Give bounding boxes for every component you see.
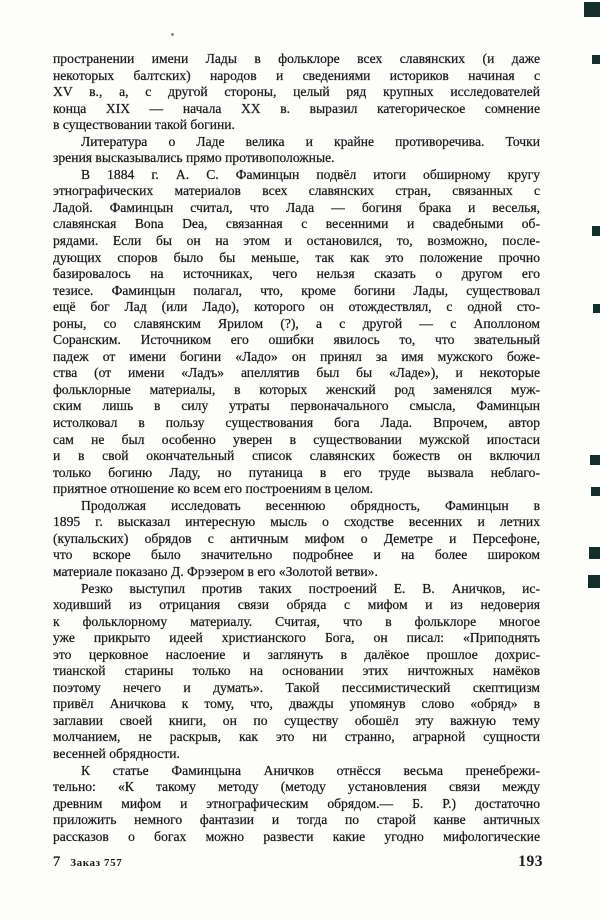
text-line: К статье Фаминцына Аничков отнёсся весьма пренебрежи- [81,762,540,778]
text-line: что вскоре было значительно подробнее и на более широком [53,547,540,563]
text-line: Продолжая исследовать весеннюю обрядность, Фаминцын в [81,497,540,513]
paragraph [53,498,540,581]
text-line: тезисе. Фаминцын полагал, что, кроме богини Лады, существовал [53,282,540,298]
text-line: уже прикрыто идеей христианского Бога, он писал: «Приподнять [53,630,540,646]
text-line: Соранским. Источником его ошибки явилось то, что звательный [53,332,540,348]
text-line: древним мифом и этнографическим обрядом.— Б. Р.) достаточно [53,795,540,811]
text-line: В 1884 г. А. С. Фаминцын подвёл итоги обширному кругу [81,166,540,182]
paragraph [53,581,540,763]
text-line: некоторых балтских) народов и сведениями историков начиная с [53,67,540,83]
scan-artifact [584,2,600,17]
scan-artifact [590,455,600,465]
text-line: (купальских) обрядов с античным мифом о Деметре и Персефоне, [53,530,540,546]
text-line: материале показано Д. Фрэзером в его «Золотой ветви». [53,563,378,579]
print-order-label: Заказ 757 [70,857,123,869]
text-line: молчанием, не раскрыв, как это ни странно, аграрной сущности [53,729,540,745]
text-line: зрения высказывались прямо противоположные. [53,150,335,166]
text-line: дующих споров было бы меньше, так как это положение прочно [53,249,540,265]
ink-speck [171,33,174,36]
text-line: фольклорные материалы, в которых женский род заменялся муж- [53,381,540,397]
text-line: конца XIX — начала XX в. выразил категорическое сомнение [53,100,540,116]
text-line: Резко выступил против таких построений Е. В. Аничков, ис- [81,580,540,596]
text-line: поэтому нечего и думать». Такой пессимистический скептицизм [53,679,540,695]
paragraph [53,167,540,498]
text-line: к фольклорному материалу. Считая, что в фольклоре многое [53,613,540,629]
text-line: ещё бог Лад (или Ладо), которого он отождествлял, с одной сто- [53,299,540,315]
text-line: пространении имени Лады в фольклоре всех славянских (и даже [53,51,540,66]
scan-artifact [591,487,600,496]
text-line: падеж от имени богини «Ладо» он принял за имя мужского боже- [53,348,540,364]
text-line: Ладой. Фаминцын считал, что Лада — богиня брака и веселья, [53,199,540,215]
scan-artifact [588,575,600,588]
page-number: 193 [518,853,543,870]
text-line: рядами. Если бы он на этом и остановился, то, возможно, после- [53,233,540,249]
page-footer [53,853,543,871]
scan-artifact [589,547,600,559]
text-line: ходивший из отрицания связи обряда с мифом и из недоверия [53,597,540,613]
text-line: ства (от имени «Ладъ» апеллятив был бы «Ладе»), и некоторые [53,365,540,381]
text-line: привёл Аничкова к тому, что, дважды упомянув слово «обряд» в [53,696,540,712]
signature-number: 7 [53,854,61,870]
text-line: славянская Bona Dea, связанная с весенними и свадебными об- [53,216,540,232]
paragraph [53,51,540,134]
text-line: 1895 г. высказал интересную мысль о сходстве весенних и летних [53,514,540,530]
scan-artifact [592,226,600,236]
text-line: приятное отношение ко всем его построениям в целом. [53,481,374,497]
text-line: это церковное наслоение и заглянуть в далёкое прошлое дохрис- [53,646,540,662]
text-line: базировалось на источниках, чего нельзя сказать о другом его [53,266,540,282]
text-line: тианской старины только на основании этих ничтожных намёков [53,663,540,679]
signature-mark [53,854,122,871]
text-line: приложить немного фантазии и тогда по старой канве античных [53,812,540,828]
scan-artifact [592,55,600,64]
text-line: и в свой окончательный список славянских божеств он включил [53,448,540,464]
text-line: XV в., а, с другой стороны, целый ряд крупных исследователей [53,84,540,100]
text-line: Литература о Ладе велика и крайне противоречива. Точки [81,133,540,149]
text-line: весенней обрядности. [53,745,180,761]
text-line: роны, со славянским Ярилом (?), а с другой — с Аполлоном [53,315,540,331]
text-block [53,51,540,845]
text-line: ским лишь в силу утраты первоначального смысла, Фаминцын [53,398,540,414]
text-line: сам не был особенно уверен в существовании мужской ипостаси [53,431,540,447]
paragraph [53,134,540,167]
text-line: заглавии своей книги, он по существу обошёл эту важную тему [53,712,540,728]
text-line: истолковал в пользу существования бога Лада. Впрочем, автор [53,415,540,431]
scan-artifact [593,304,600,313]
text-line: тельно: «К такому методу (методу установления связи между [53,779,540,795]
text-line: рассказов о богах можно развести какие угодно мифологические [53,828,540,844]
paragraph [53,763,540,846]
text-line: в существовании такой богини. [53,117,235,133]
text-line: этнографических материалов всех славянских стран, связанных с [53,183,540,199]
text-line: только богиню Ладу, но путаница в его труде вызвала неблаго- [53,464,540,480]
